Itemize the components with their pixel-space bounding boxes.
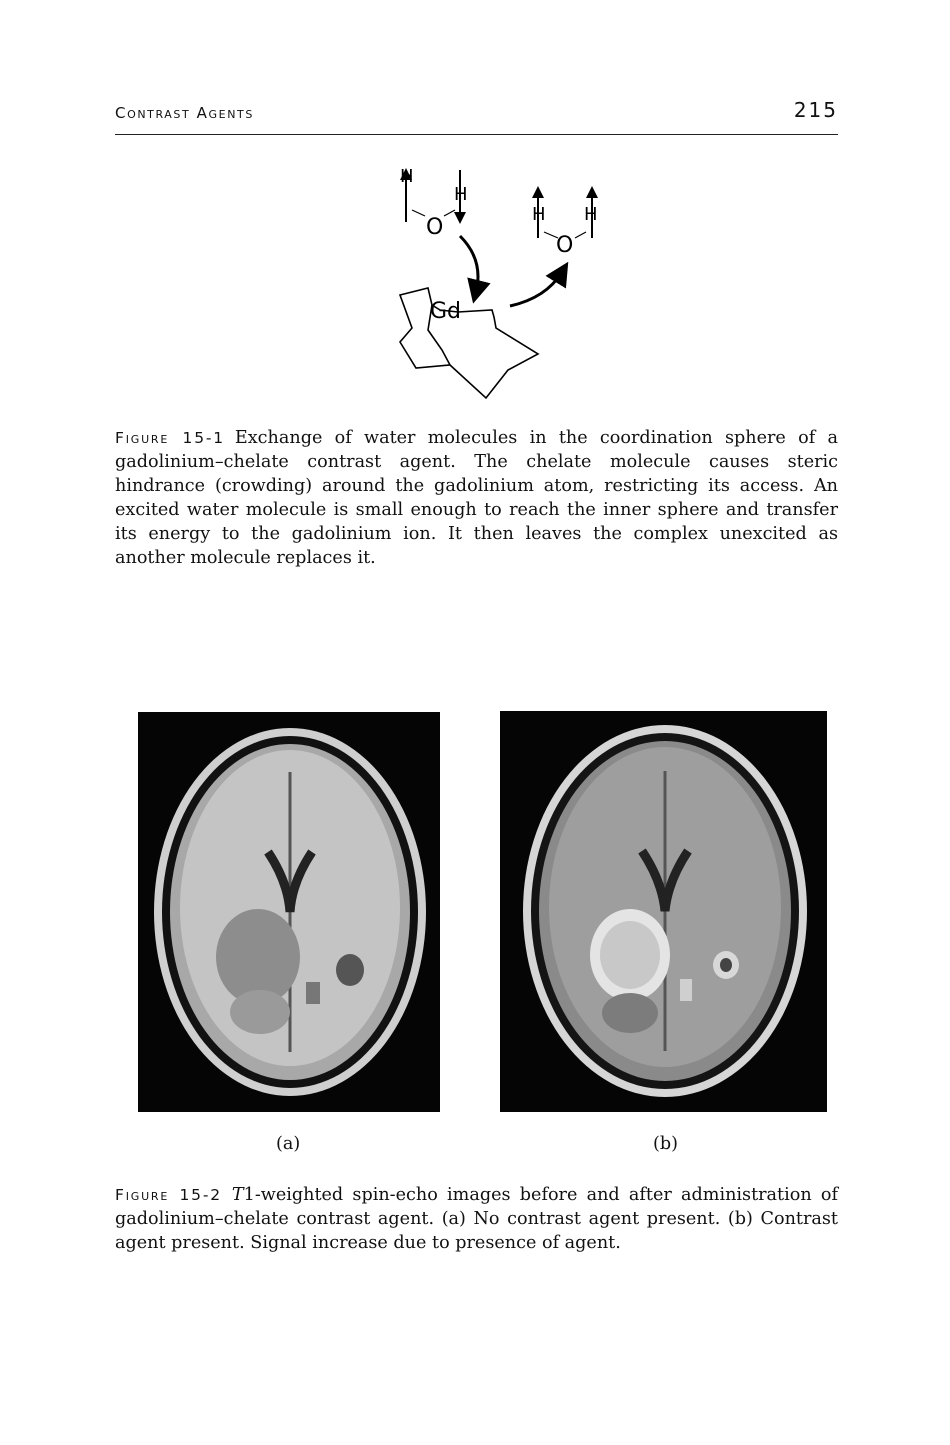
figure-2-label: Figure 15-2 — [115, 1186, 222, 1204]
figure-1-caption-text: Exchange of water molecules in the coordination sphere of a gadolinium–chelate contrast agent. The chelate molecule causes steric hindrance (crowding) around the gadolinium atom, restricting its access. An excited water molecule is small enough to reach the inner sphere and transfer its energy to the gadolinium ion. It then leaves the complex unexcited as another molecule replaces it. — [115, 428, 838, 568]
svg-text:O: O — [426, 215, 444, 240]
panel-a-label: (a) — [276, 1134, 301, 1154]
incoming-arrow — [460, 236, 478, 292]
page-header — [115, 98, 838, 135]
svg-text:H: H — [400, 166, 414, 187]
svg-text:H: H — [532, 204, 546, 225]
figure-2-caption-text: 1-weighted spin-echo images before and after administration of gadolinium–chelate contrast agent. (a) No contrast agent present. (b) Contrast agent present. Signal increase due to presence of agent. — [115, 1185, 838, 1253]
figure-1-caption — [115, 426, 838, 570]
gadolinium-label: Gd — [430, 299, 462, 324]
svg-text:H: H — [584, 204, 598, 225]
mri-image-with-contrast — [500, 711, 827, 1112]
figure-2-caption-italic: T — [231, 1185, 244, 1205]
panel-b-label: (b) — [653, 1134, 678, 1154]
outgoing-arrow — [510, 272, 562, 306]
figure-1-label: Figure 15-1 — [115, 429, 225, 447]
mri-image-no-contrast — [138, 712, 440, 1112]
arrow-head-down-1 — [454, 212, 466, 224]
svg-text:H: H — [454, 184, 468, 205]
figure-2-caption — [115, 1183, 838, 1255]
running-head: Contrast Agents — [115, 104, 254, 122]
svg-text:O: O — [556, 233, 574, 258]
page-number: 215 — [793, 98, 838, 122]
water-exchange-diagram — [380, 160, 598, 405]
